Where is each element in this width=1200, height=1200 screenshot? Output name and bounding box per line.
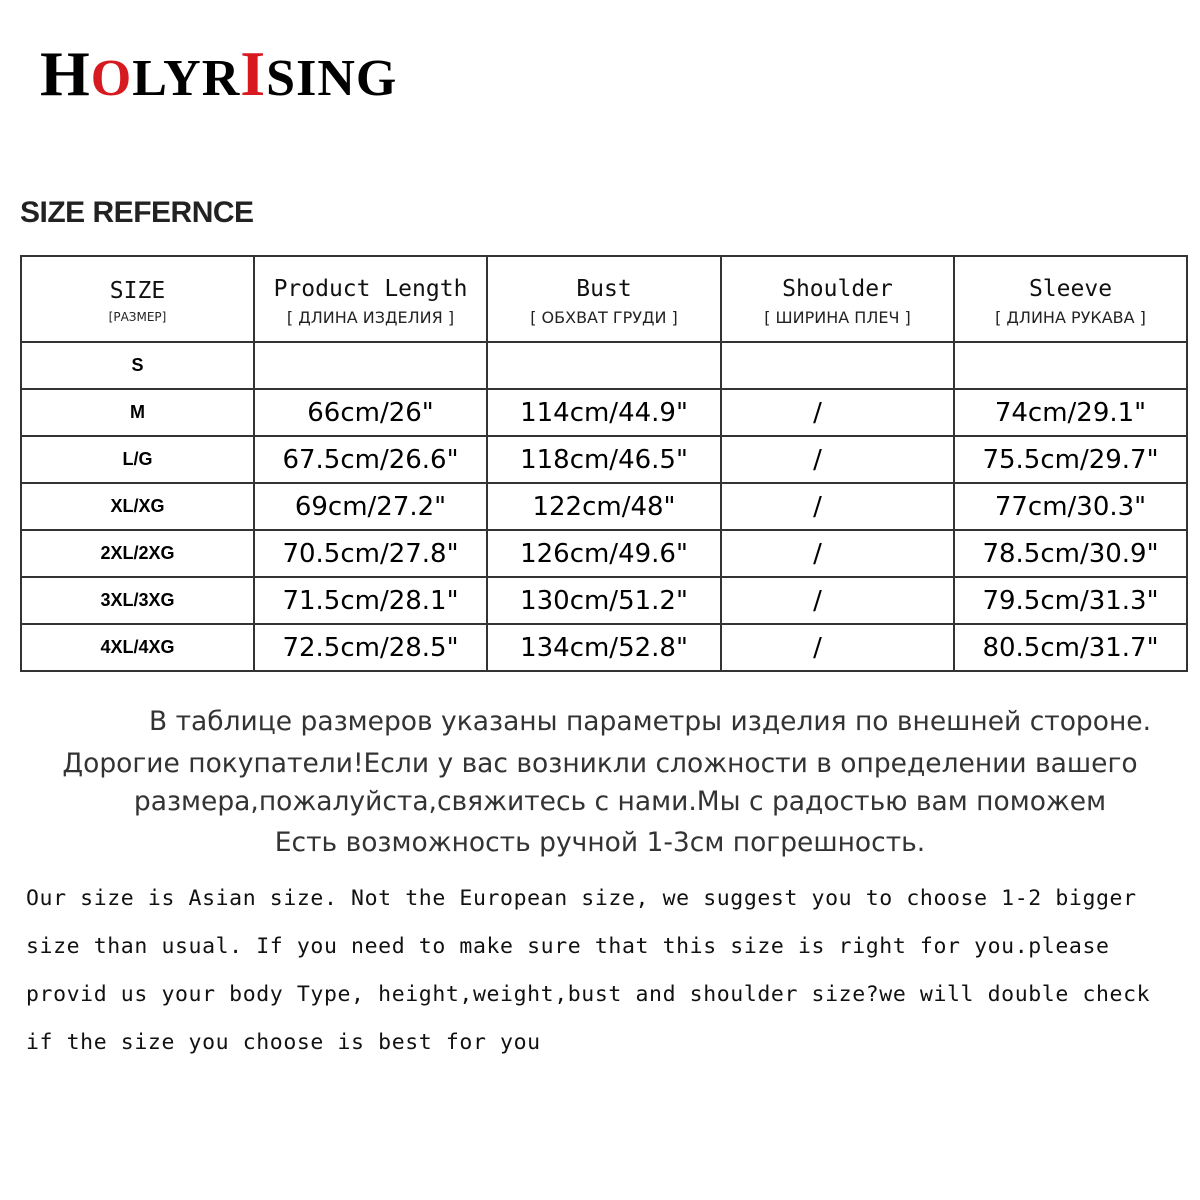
sleeve-cell: 77cm/30.3" <box>954 483 1187 530</box>
table-row <box>21 436 1187 483</box>
table-header-row <box>21 256 1187 342</box>
size-cell: M <box>21 389 254 436</box>
header-size-label: SIZE <box>109 278 166 304</box>
shoulder-cell: / <box>721 577 954 624</box>
header-size-label-ru: [РАЗМЕР] <box>108 310 167 324</box>
sleeve-cell: 75.5cm/29.7" <box>954 436 1187 483</box>
table-row <box>21 342 1187 389</box>
bust-cell: 134cm/52.8" <box>487 624 721 671</box>
header-length-label-ru: [ ДЛИНА ИЗДЕЛИЯ ] <box>286 307 455 327</box>
table-row <box>21 530 1187 577</box>
size-table <box>20 255 1188 672</box>
sleeve-cell <box>954 342 1187 389</box>
header-sleeve-label: Sleeve <box>1028 275 1113 302</box>
shoulder-cell: / <box>721 436 954 483</box>
header-shoulder-label-ru: [ ШИРИНА ПЛЕЧ ] <box>764 307 911 327</box>
length-cell: 70.5cm/27.8" <box>254 530 487 577</box>
logo-letter-o: O <box>90 50 133 107</box>
ru-note-line-1: В таблице размеров указаны параметры изделия по внешней стороне. <box>148 706 1152 737</box>
en-note-line-1: Our size is Asian size. Not the European size, we suggest you to choose 1-2 bigger <box>26 886 1137 911</box>
brand-logo <box>40 38 398 109</box>
length-cell: 71.5cm/28.1" <box>254 577 487 624</box>
sleeve-cell: 78.5cm/30.9" <box>954 530 1187 577</box>
header-sleeve-label-ru: [ ДЛИНА РУКАВА ] <box>995 307 1146 327</box>
ru-note-line-4: Есть возможность ручной 1-3см погрешность. <box>274 827 926 858</box>
shoulder-cell: / <box>721 530 954 577</box>
logo-letters-sing: SING <box>266 50 398 107</box>
header-sleeve <box>954 256 1187 342</box>
size-cell: 3XL/3XG <box>21 577 254 624</box>
shoulder-cell: / <box>721 483 954 530</box>
header-shoulder-label: Shoulder <box>782 275 893 302</box>
sleeve-cell: 79.5cm/31.3" <box>954 577 1187 624</box>
table-row <box>21 624 1187 671</box>
size-cell: S <box>21 342 254 389</box>
shoulder-cell: / <box>721 389 954 436</box>
size-cell: XL/XG <box>21 483 254 530</box>
bust-cell: 118cm/46.5" <box>487 436 721 483</box>
ru-note-line-3: размера,пожалуйста,свяжитесь с нами.Мы с радостью вам поможем <box>133 786 1107 817</box>
bust-cell: 126cm/49.6" <box>487 530 721 577</box>
bust-cell: 130cm/51.2" <box>487 577 721 624</box>
length-cell: 66cm/26" <box>254 389 487 436</box>
header-length <box>254 256 487 342</box>
header-shoulder <box>721 256 954 342</box>
header-size <box>21 256 254 342</box>
length-cell: 67.5cm/26.6" <box>254 436 487 483</box>
header-bust-label-ru: [ ОБХВАТ ГРУДИ ] <box>530 307 678 327</box>
logo-letter-i: I <box>240 38 267 109</box>
bust-cell: 122cm/48" <box>487 483 721 530</box>
sleeve-cell: 74cm/29.1" <box>954 389 1187 436</box>
bust-cell <box>487 342 721 389</box>
logo-letters-lyr: LYR <box>132 50 241 107</box>
size-cell: 2XL/2XG <box>21 530 254 577</box>
size-cell: 4XL/4XG <box>21 624 254 671</box>
table-row <box>21 577 1187 624</box>
header-length-label: Product Length <box>273 275 468 302</box>
header-bust-label: Bust <box>576 275 632 302</box>
table-row <box>21 483 1187 530</box>
length-cell: 69cm/27.2" <box>254 483 487 530</box>
en-note-line-4: if the size you choose is best for you <box>26 1030 541 1055</box>
sleeve-cell: 80.5cm/31.7" <box>954 624 1187 671</box>
en-note-line-2: size than usual. If you need to make sure that this size is right for you.please <box>26 934 1110 959</box>
length-cell: 72.5cm/28.5" <box>254 624 487 671</box>
shoulder-cell <box>721 342 954 389</box>
shoulder-cell: / <box>721 624 954 671</box>
size-cell: L/G <box>21 436 254 483</box>
header-bust <box>487 256 721 342</box>
ru-note-line-2: Дорогие покупатели!Если у вас возникли сложности в определении вашего <box>62 748 1138 779</box>
table-row <box>21 389 1187 436</box>
logo-letter-h: H <box>40 38 91 109</box>
section-title: SIZE REFERNCE <box>20 196 254 229</box>
en-note-line-3: provid us your body Type, height,weight,bust and shoulder size?we will double check <box>26 982 1151 1007</box>
length-cell <box>254 342 487 389</box>
bust-cell: 114cm/44.9" <box>487 389 721 436</box>
